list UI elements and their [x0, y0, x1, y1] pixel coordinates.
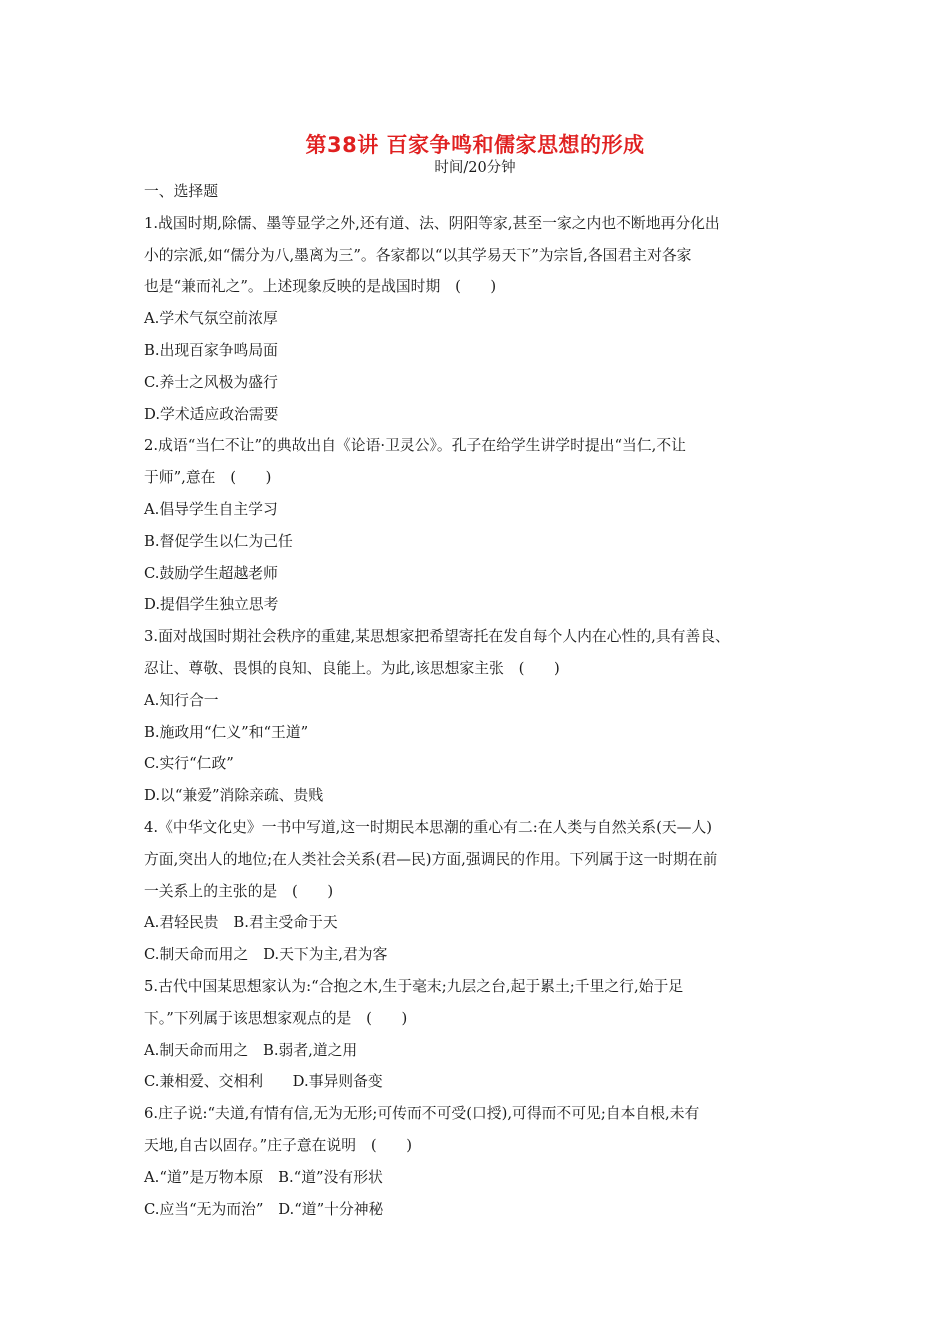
text-line: A.“道”是万物本原 B.“道”没有形状 — [144, 1168, 383, 1186]
text-line: 方面,突出人的地位;在人类社会关系(君—民)方面,强调民的作用。下列属于这一时期在前 — [144, 850, 718, 868]
text-line: D.以“兼爱”消除亲疏、贵贱 — [144, 787, 324, 805]
text-line: A.知行合一 — [144, 691, 219, 709]
text-line: B.施政用“仁义”和“王道” — [144, 723, 309, 741]
text-line: 3.面对战国时期社会秩序的重建,某思想家把希望寄托在发自每个人内在心性的,具有善良、 — [144, 628, 730, 646]
text-line: D.学术适应政治需要 — [144, 405, 279, 423]
text-line: 小的宗派,如“儒分为八,墨离为三”。各家都以“以其学易天下”为宗旨,各国君主对各家 — [144, 246, 692, 264]
text-line: C.养士之风极为盛行 — [144, 373, 278, 391]
text-line: 下。”下列属于该思想家观点的是 ( ) — [144, 1009, 408, 1027]
lesson-title: 第38讲 百家争鸣和儒家思想的形成 — [305, 133, 645, 157]
text-line: C.实行“仁政” — [144, 755, 234, 773]
text-line: 5.古代中国某思想家认为:“合抱之木,生于毫末;九层之台,起于累土;千里之行,始于足 — [144, 977, 684, 995]
time-limit: 时间/20分钟 — [434, 160, 516, 176]
text-line: C.鼓励学生超越老师 — [144, 564, 278, 582]
text-line: 一关系上的主张的是 ( ) — [144, 882, 334, 900]
text-line: A.君轻民贵 B.君主受命于天 — [144, 914, 338, 932]
section-heading: 一、选择题 — [144, 183, 218, 200]
text-line: C.兼相爱、交相利 D.事异则备变 — [144, 1073, 383, 1091]
text-line: 也是“兼而礼之”。上述现象反映的是战国时期 ( ) — [144, 278, 497, 296]
text-line: 4.《中华文化史》一书中写道,这一时期民本思潮的重心有二:在人类与自然关系(天—人) — [144, 818, 713, 836]
text-line: A.倡导学生自主学习 — [144, 500, 278, 518]
text-line: 6.庄子说:“夫道,有情有信,无为无形;可传而不可受(口授),可得而不可见;自本自根,未有 — [144, 1105, 700, 1123]
text-line: 忍让、尊敬、畏惧的良知、良能上。为此,该思想家主张 ( ) — [144, 659, 560, 677]
text-line: D.提倡学生独立思考 — [144, 596, 279, 614]
text-line: A.制天命而用之 B.弱者,道之用 — [144, 1041, 358, 1059]
text-line: 1.战国时期,除儒、墨等显学之外,还有道、法、阴阳等家,甚至一家之内也不断地再分化出 — [144, 214, 720, 232]
text-line: B.督促学生以仁为己任 — [144, 532, 293, 550]
text-line: 于师”,意在 ( ) — [144, 469, 272, 487]
text-line: A.学术气氛空前浓厚 — [144, 310, 278, 328]
text-line: B.出现百家争鸣局面 — [144, 341, 278, 359]
text-line: C.制天命而用之 D.天下为主,君为客 — [144, 946, 388, 964]
text-line: 2.成语“当仁不让”的典故出自《论语·卫灵公》。孔子在给学生讲学时提出“当仁,不让 — [144, 437, 686, 455]
text-line: C.应当“无为而治” D.“道”十分神秘 — [144, 1200, 384, 1218]
question-list — [144, 176, 824, 1225]
text-line: 天地,自古以固存。”庄子意在说明 ( ) — [144, 1136, 412, 1154]
